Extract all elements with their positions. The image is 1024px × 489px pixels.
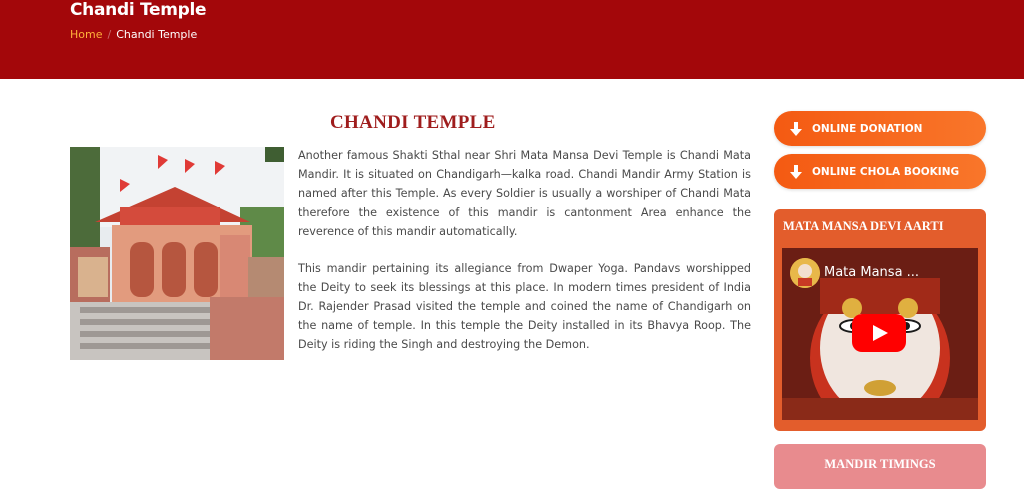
temple-photo <box>70 147 284 360</box>
channel-avatar[interactable] <box>790 258 820 288</box>
online-donation-button[interactable] <box>774 111 986 146</box>
arrow-down-icon <box>788 121 804 137</box>
content-paragraph-2: This mandir pertaining its allegiance from Dwaper Yoga. Pandavs worshipped the Deity to seek its blessings at this place. In modern times president of India Dr. Rajender Prasad visited the temple and coined the name of Chandigarh on the name of temple. In this temple the Deity installed in its Bhavya Roop. The Deity is riding the Singh and destroying the Demon. <box>298 262 751 351</box>
aarti-video[interactable] <box>782 248 978 420</box>
breadcrumb-home-link[interactable]: Home <box>70 28 103 41</box>
breadcrumb <box>70 28 197 41</box>
page-header <box>0 0 1024 79</box>
online-chola-booking-button[interactable] <box>774 154 986 189</box>
online-chola-booking-label: ONLINE CHOLA BOOKING <box>812 165 960 178</box>
breadcrumb-current: Chandi Temple <box>116 28 198 41</box>
aarti-panel <box>774 209 986 431</box>
video-title: Mata Mansa ... <box>824 265 920 280</box>
content-paragraph-1: Another famous Shakti Sthal near Shri Mata Mansa Devi Temple is Chandi Mata Mandir. It is situated on Chandigarh—kalka road. Chandi Mandir Army Station is named after this Temple. As every Soldier is usually a worshiper of Chandi Mata therefore the existence of this mandir is cantonment Area enhance the reverence of this mandir automatically. <box>298 149 751 238</box>
page-title: Chandi Temple <box>70 0 207 20</box>
content-title: CHANDI TEMPLE <box>330 112 496 133</box>
aarti-title: MATA MANSA DEVI AARTI <box>783 219 944 233</box>
arrow-down-icon <box>788 164 804 180</box>
mandir-timings-title: MANDIR TIMINGS <box>824 457 936 471</box>
mandir-timings-panel[interactable] <box>774 444 986 489</box>
online-donation-label: ONLINE DONATION <box>812 122 923 135</box>
breadcrumb-separator: / <box>107 28 112 41</box>
youtube-play-icon[interactable] <box>852 314 906 352</box>
